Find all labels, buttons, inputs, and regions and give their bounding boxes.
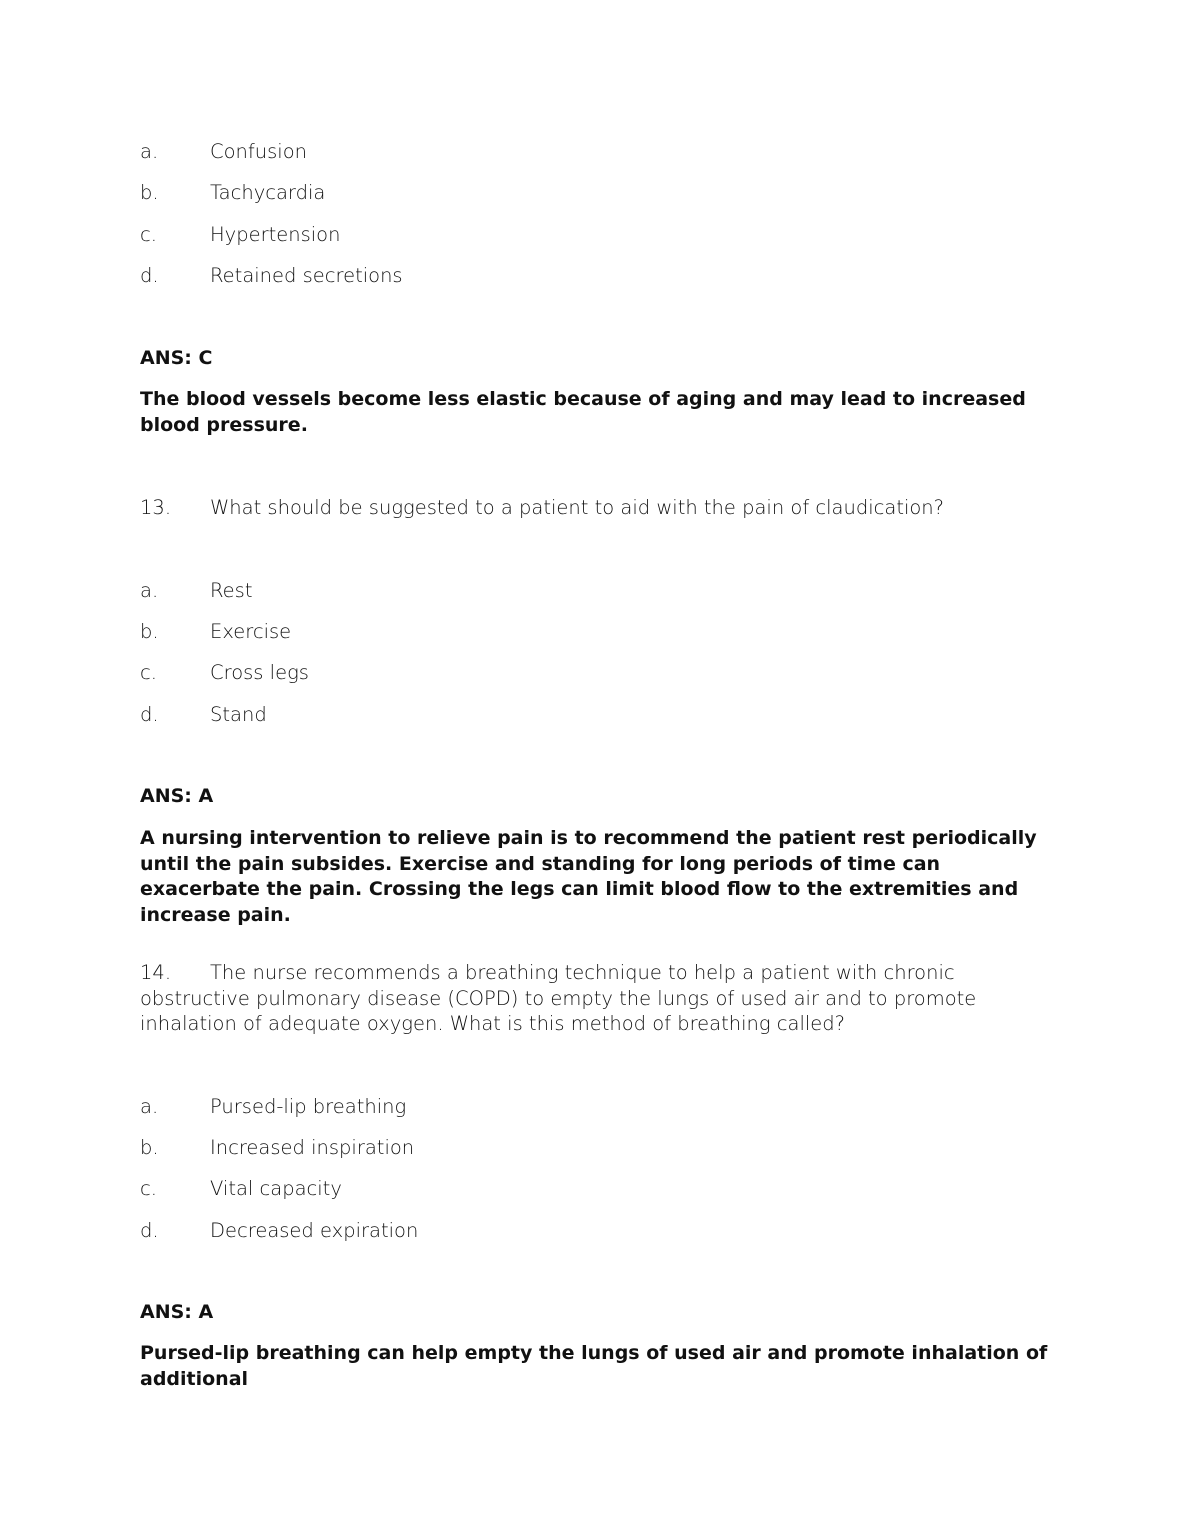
option-c bbox=[140, 660, 309, 686]
option-text: Cross legs bbox=[210, 661, 309, 684]
question-text: What should be suggested to a patient to aid with the pain of claudication? bbox=[210, 496, 945, 519]
question-13 bbox=[140, 495, 944, 521]
option-letter: b. bbox=[140, 620, 159, 643]
option-text: Exercise bbox=[210, 620, 292, 643]
option-letter: c. bbox=[140, 661, 157, 684]
option-letter: d. bbox=[140, 703, 159, 726]
option-letter: b. bbox=[140, 1136, 159, 1159]
option-b bbox=[140, 180, 325, 206]
question-14 bbox=[140, 960, 1055, 1037]
question-number: 13. bbox=[140, 496, 172, 519]
option-d bbox=[140, 263, 403, 289]
option-b bbox=[140, 619, 291, 645]
option-text: Rest bbox=[210, 579, 253, 602]
option-letter: c. bbox=[140, 1177, 157, 1200]
answer-label: ANS: C bbox=[140, 347, 213, 369]
option-letter: c. bbox=[140, 223, 157, 246]
question-text: The nurse recommends a breathing technique to help a patient with chronic obstructive pulmonary disease (COPD) to empty the lungs of used air and to promote inhalation of adequate oxygen. What is this method of breathing called? bbox=[140, 961, 977, 1035]
option-a bbox=[140, 578, 252, 604]
answer-rationale: Pursed-lip breathing can help empty the lungs of used air and promote inhalation of additional bbox=[140, 1342, 1048, 1390]
option-text: Vital capacity bbox=[210, 1177, 342, 1200]
option-letter: a. bbox=[140, 1095, 159, 1118]
option-text: Tachycardia bbox=[210, 181, 326, 204]
option-letter: a. bbox=[140, 140, 159, 163]
option-letter: d. bbox=[140, 264, 159, 287]
option-text: Increased inspiration bbox=[210, 1136, 415, 1159]
option-letter: b. bbox=[140, 181, 159, 204]
question-number: 14. bbox=[140, 961, 172, 984]
option-letter: d. bbox=[140, 1219, 159, 1242]
option-letter: a. bbox=[140, 579, 159, 602]
option-c bbox=[140, 222, 340, 248]
option-text: Decreased expiration bbox=[210, 1219, 419, 1242]
answer-label: ANS: A bbox=[140, 1301, 214, 1323]
option-d bbox=[140, 702, 267, 728]
answer-label: ANS: A bbox=[140, 785, 214, 807]
option-text: Pursed-lip breathing bbox=[210, 1095, 407, 1118]
option-text: Confusion bbox=[210, 140, 307, 163]
option-b bbox=[140, 1135, 414, 1161]
option-text: Stand bbox=[210, 703, 267, 726]
option-a bbox=[140, 139, 307, 165]
option-a bbox=[140, 1094, 406, 1120]
answer-rationale: The blood vessels become less elastic because of aging and may lead to increased blood pressure. bbox=[140, 388, 1026, 436]
option-text: Hypertension bbox=[210, 223, 341, 246]
option-text: Retained secretions bbox=[210, 264, 403, 287]
option-c bbox=[140, 1176, 342, 1202]
answer-rationale: A nursing intervention to relieve pain is to recommend the patient rest periodically until the pain subsides. Exercise and standing for long periods of time can exacerbate the pain. Crossing the legs can limit blood flow to the extremities and increase pain. bbox=[140, 827, 1037, 926]
option-d bbox=[140, 1218, 418, 1244]
